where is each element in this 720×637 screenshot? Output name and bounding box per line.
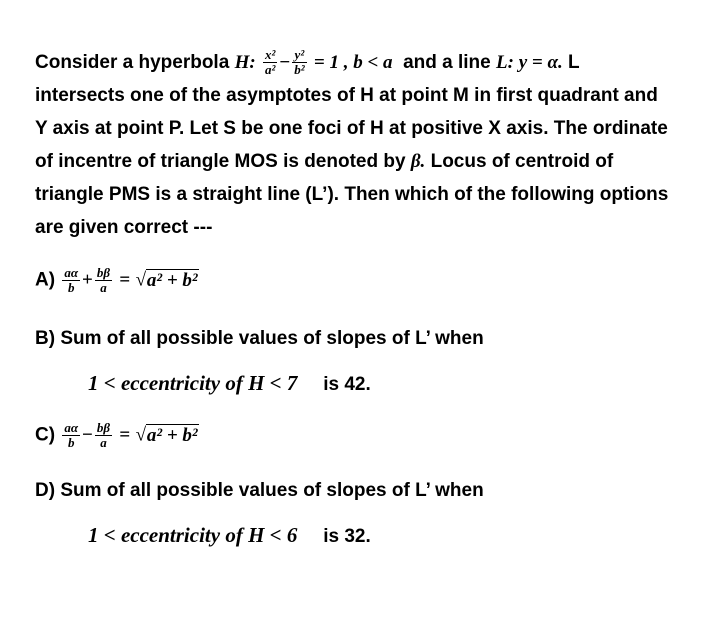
option-a-num2: bβ [96,265,111,280]
option-c-den1: b [67,435,75,450]
hyperbola-symbol: H: [234,52,256,73]
option-a-num1: aα [64,265,79,280]
option-a [35,266,199,295]
question-text [35,46,705,244]
fraction-x-denominator: a² [264,62,276,78]
option-c-den2: a [100,435,107,450]
intro-text: Consider a hyperbola [35,52,230,73]
question-line-1 [35,46,705,79]
option-d-result: is 32. [323,526,371,547]
fraction-y-numerator: y² [292,48,306,63]
option-a-equals: = [119,269,131,291]
option-a-fraction-2 [95,266,112,295]
fraction-y-denominator: b² [294,62,305,78]
option-c-operator: − [82,424,93,446]
option-c-num2: bβ [96,420,111,435]
option-c-radicand: a² + b² [146,424,198,446]
option-b-condition-row [88,371,371,396]
line4-start: of incentre of triangle MOS is denoted by [35,151,406,172]
option-b-condition: 1 < eccentricity of H < 7 [88,371,298,395]
option-c-equals: = [119,424,131,446]
option-a-radicand: a² + b² [146,269,198,291]
option-b-label: B) [35,328,56,349]
option-c-sqrt: √a² + b² [135,424,198,446]
option-b-text: Sum of all possible values of slopes of L’ when [60,328,484,349]
option-c-label: C) [35,424,56,446]
minus-sign: − [279,52,291,73]
line-text: and a line [403,52,491,73]
line4-end: Locus of centroid of [430,151,614,172]
question-line-5: triangle PMS is a straight line (L’). Then which of the following options [35,184,669,205]
option-a-operator: + [82,269,93,291]
option-a-label: A) [35,269,56,291]
option-d-label: D) [35,480,56,501]
option-a-sqrt: √a² + b² [135,269,198,291]
question-line-2: intersects one of the asymptotes of H at point M in first quadrant and [35,85,658,106]
option-c-num1: aα [64,420,79,435]
fraction-y [292,48,306,77]
option-b-result: is 42. [323,374,371,395]
option-a-fraction-1 [62,266,80,295]
option-d-condition-row [88,523,371,548]
option-d-condition: 1 < eccentricity of H < 6 [88,523,298,547]
line1-end: L [568,52,580,73]
option-b [35,328,484,350]
option-c-fraction-2 [95,421,112,450]
question-line-3: Y axis at point P. Let S be one foci of H at positive X axis. The ordinate [35,118,668,139]
line-equation: L: y = α. [496,52,563,73]
question-line-6: are given correct --- [35,217,213,238]
option-d [35,480,484,502]
option-a-den1: b [67,280,75,295]
fraction-x [263,48,277,77]
question-line-4 [35,145,705,178]
equation-rhs: = 1 , b < a [313,52,393,73]
option-c [35,421,199,450]
fraction-x-numerator: x² [264,47,276,63]
beta-symbol: β. [410,151,426,172]
option-d-text: Sum of all possible values of slopes of L’ when [60,480,484,501]
option-c-fraction-1 [62,421,80,450]
option-a-den2: a [100,280,107,295]
